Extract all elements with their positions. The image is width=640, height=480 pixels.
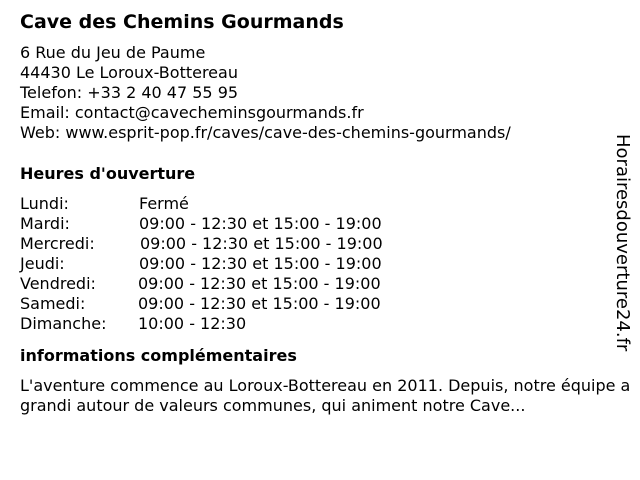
business-name: Cave des Chemins Gourmands bbox=[20, 11, 344, 33]
contact-block bbox=[20, 43, 511, 143]
day-label: Jeudi: bbox=[20, 254, 65, 273]
email-label: Email: bbox=[20, 103, 70, 122]
phone-line bbox=[20, 83, 511, 103]
web-label: Web: bbox=[20, 123, 61, 142]
address-line-2: 44430 Le Loroux-Bottereau bbox=[20, 63, 238, 82]
email-line bbox=[20, 103, 511, 123]
day-label: Mardi: bbox=[20, 214, 70, 233]
day-label: Lundi: bbox=[20, 194, 69, 213]
info-text: L'aventure commence au Loroux-Bottereau en 2011. Depuis, notre équipe a grandi autour de valeurs communes, qui animent notre Cave... bbox=[20, 376, 631, 415]
watermark-text: Horairesdouverture24.fr bbox=[612, 134, 633, 352]
day-hours: 09:00 - 12:30 et 15:00 - 19:00 bbox=[140, 234, 383, 253]
address-line-1: 6 Rue du Jeu de Paume bbox=[20, 43, 206, 62]
day-hours: 09:00 - 12:30 et 15:00 - 19:00 bbox=[139, 214, 382, 233]
info-heading: informations complémentaires bbox=[20, 346, 297, 365]
day-hours: 10:00 - 12:30 bbox=[138, 314, 247, 333]
day-label: Samedi: bbox=[20, 294, 86, 313]
email-value: contact@cavecheminsgourmands.fr bbox=[74, 103, 364, 122]
day-hours: Fermé bbox=[139, 194, 189, 213]
phone-value: +33 2 40 47 55 95 bbox=[87, 83, 239, 102]
day-hours: 09:00 - 12:30 et 15:00 - 19:00 bbox=[139, 254, 382, 273]
day-label: Dimanche: bbox=[20, 314, 107, 333]
phone-label: Telefon: bbox=[20, 83, 83, 102]
day-label: Mercredi: bbox=[20, 234, 95, 253]
day-hours: 09:00 - 12:30 et 15:00 - 19:00 bbox=[138, 274, 381, 293]
hours-heading: Heures d'ouverture bbox=[20, 164, 196, 183]
day-label: Vendredi: bbox=[20, 274, 96, 293]
web-value: www.esprit-pop.fr/caves/cave-des-chemins-gourmands/ bbox=[65, 123, 511, 142]
day-hours: 09:00 - 12:30 et 15:00 - 19:00 bbox=[138, 294, 381, 313]
web-line bbox=[20, 123, 511, 143]
